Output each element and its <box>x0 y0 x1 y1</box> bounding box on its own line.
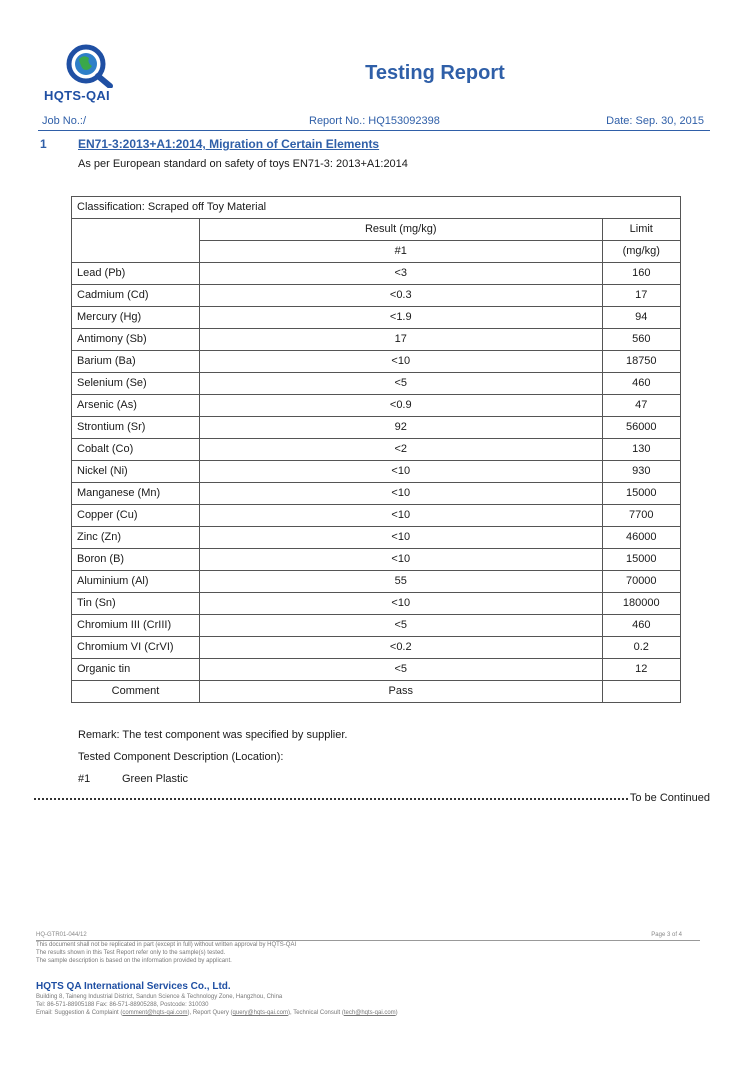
result-cell: <1.9 <box>199 307 602 329</box>
limit-cell: 180000 <box>602 593 680 615</box>
element-name-cell: Barium (Ba) <box>72 351 200 373</box>
remark-text: Remark: The test component was specified by supplier. <box>78 729 348 741</box>
table-row <box>72 417 681 439</box>
footer-disclaimer-1: This document shall not be replicated in part (except in full) without written approval by HQTS-QAI <box>36 942 297 948</box>
element-name-cell: Tin (Sn) <box>72 593 200 615</box>
limit-cell: 7700 <box>602 505 680 527</box>
limit-cell: 15000 <box>602 483 680 505</box>
header-divider <box>38 130 710 131</box>
footer-address: Building 8, Taineng Industrial District, Sandun Science & Technology Zone, Hangzhou, China <box>36 994 283 1000</box>
classification-cell: Classification: Scraped off Toy Material <box>72 197 681 219</box>
comment-value: Pass <box>199 681 602 703</box>
limit-cell: 15000 <box>602 549 680 571</box>
limit-cell: 46000 <box>602 527 680 549</box>
report-date: Date: Sep. 30, 2015 <box>606 115 704 127</box>
result-header: Result (mg/kg) <box>199 219 602 241</box>
element-name-cell: Cobalt (Co) <box>72 439 200 461</box>
comment-empty-cell <box>602 681 680 703</box>
element-name-cell: Chromium III (CrIII) <box>72 615 200 637</box>
result-cell: <5 <box>199 373 602 395</box>
email-prefix: Email: Suggestion & Complaint ( <box>36 1010 123 1016</box>
footer-disclaimer-3: The sample description is based on the information provided by applicant. <box>36 958 232 964</box>
logo-text: HQTS-QAI <box>44 88 110 103</box>
footer-company-name: HQTS QA International Services Co., Ltd. <box>36 981 231 992</box>
result-cell: <0.3 <box>199 285 602 307</box>
element-name-cell: Chromium VI (CrVI) <box>72 637 200 659</box>
report-meta-row <box>38 113 710 131</box>
element-name-cell: Boron (B) <box>72 549 200 571</box>
element-name-cell: Lead (Pb) <box>72 263 200 285</box>
result-cell: <10 <box>199 527 602 549</box>
table-row <box>72 659 681 681</box>
to-be-continued: To be Continued <box>629 792 710 804</box>
table-row <box>72 307 681 329</box>
results-table <box>71 196 681 703</box>
limit-cell: 460 <box>602 373 680 395</box>
component-heading: Tested Component Description (Location): <box>78 751 284 763</box>
limit-cell: 160 <box>602 263 680 285</box>
limit-cell: 70000 <box>602 571 680 593</box>
limit-cell: 17 <box>602 285 680 307</box>
result-cell: <3 <box>199 263 602 285</box>
limit-cell: 0.2 <box>602 637 680 659</box>
result-cell: <10 <box>199 549 602 571</box>
sample-header: #1 <box>199 241 602 263</box>
email-separator-2: ), Technical Consult ( <box>287 1010 344 1016</box>
tech-email-link[interactable]: tech@hqts-qai.com <box>343 1010 396 1016</box>
table-row <box>72 505 681 527</box>
form-code: HQ-GTR01-044/12 <box>36 932 87 938</box>
limit-cell: 56000 <box>602 417 680 439</box>
element-name-cell: Copper (Cu) <box>72 505 200 527</box>
table-row <box>72 351 681 373</box>
limit-cell: 130 <box>602 439 680 461</box>
table-row <box>72 571 681 593</box>
comment-label: Comment <box>72 681 200 703</box>
company-logo <box>44 44 154 106</box>
table-row <box>72 549 681 571</box>
element-name-cell: Nickel (Ni) <box>72 461 200 483</box>
table-row <box>72 263 681 285</box>
table-row <box>72 483 681 505</box>
table-row <box>72 461 681 483</box>
footer-phone: Tel: 86-571-88905188 Fax: 86-571-88905288, Postcode: 310030 <box>36 1002 209 1008</box>
table-row <box>72 329 681 351</box>
limit-cell: 94 <box>602 307 680 329</box>
element-name-cell: Organic tin <box>72 659 200 681</box>
job-number: Job No.:/ <box>42 115 87 127</box>
header-row-1 <box>72 219 681 241</box>
result-cell: 92 <box>199 417 602 439</box>
result-cell: <10 <box>199 351 602 373</box>
limit-cell: 18750 <box>602 351 680 373</box>
globe-magnifier-icon <box>58 44 128 88</box>
report-number: Report No.: HQ153092398 <box>309 115 440 127</box>
section-number: 1 <box>40 137 47 151</box>
result-cell: <10 <box>199 505 602 527</box>
element-name-cell: Selenium (Se) <box>72 373 200 395</box>
result-cell: <0.2 <box>199 637 602 659</box>
element-name-cell: Manganese (Mn) <box>72 483 200 505</box>
query-email-link[interactable]: query@hqts-qai.com <box>232 1010 288 1016</box>
section-subtitle: As per European standard on safety of toys EN71-3: 2013+A1:2014 <box>78 158 408 170</box>
continuation-line <box>34 792 710 806</box>
classification-row <box>72 197 681 219</box>
footer-disclaimer-2: The results shown in this Test Report refer only to the sample(s) tested. <box>36 950 226 956</box>
element-name-cell: Arsenic (As) <box>72 395 200 417</box>
table-row <box>72 439 681 461</box>
result-cell: <10 <box>199 593 602 615</box>
table-row <box>72 527 681 549</box>
table-row <box>72 373 681 395</box>
limit-cell: 460 <box>602 615 680 637</box>
element-name-cell: Zinc (Zn) <box>72 527 200 549</box>
result-cell: <10 <box>199 461 602 483</box>
limit-cell: 930 <box>602 461 680 483</box>
table-row <box>72 285 681 307</box>
result-cell: <2 <box>199 439 602 461</box>
page-number: Page 3 of 4 <box>651 932 682 938</box>
component-description: Green Plastic <box>122 773 189 785</box>
complaint-email-link[interactable]: comment@hqts-qai.com <box>122 1010 188 1016</box>
element-name-cell: Strontium (Sr) <box>72 417 200 439</box>
table-row <box>72 593 681 615</box>
footer-email-line <box>36 1010 398 1016</box>
comment-row <box>72 681 681 703</box>
element-name-cell: Mercury (Hg) <box>72 307 200 329</box>
table-row <box>72 615 681 637</box>
limit-header: Limit <box>602 219 680 241</box>
result-cell: <5 <box>199 615 602 637</box>
result-cell: <10 <box>199 483 602 505</box>
result-cell: <0.9 <box>199 395 602 417</box>
footer-divider <box>36 940 700 941</box>
email-suffix: ) <box>395 1010 398 1016</box>
element-name-cell: Cadmium (Cd) <box>72 285 200 307</box>
empty-header-cell <box>72 219 200 263</box>
table-row <box>72 395 681 417</box>
result-cell: 17 <box>199 329 602 351</box>
result-cell: 55 <box>199 571 602 593</box>
limit-cell: 560 <box>602 329 680 351</box>
element-name-cell: Aluminium (Al) <box>72 571 200 593</box>
limit-unit-header: (mg/kg) <box>602 241 680 263</box>
table-row <box>72 637 681 659</box>
section-title: EN71-3:2013+A1:2014, Migration of Certain Elements <box>78 137 380 151</box>
limit-cell: 12 <box>602 659 680 681</box>
asterisk-divider <box>34 798 628 800</box>
limit-cell: 47 <box>602 395 680 417</box>
element-name-cell: Antimony (Sb) <box>72 329 200 351</box>
component-id: #1 <box>78 773 91 785</box>
result-cell: <5 <box>199 659 602 681</box>
email-separator-1: ), Report Query ( <box>187 1010 233 1016</box>
report-title: Testing Report <box>365 62 505 84</box>
